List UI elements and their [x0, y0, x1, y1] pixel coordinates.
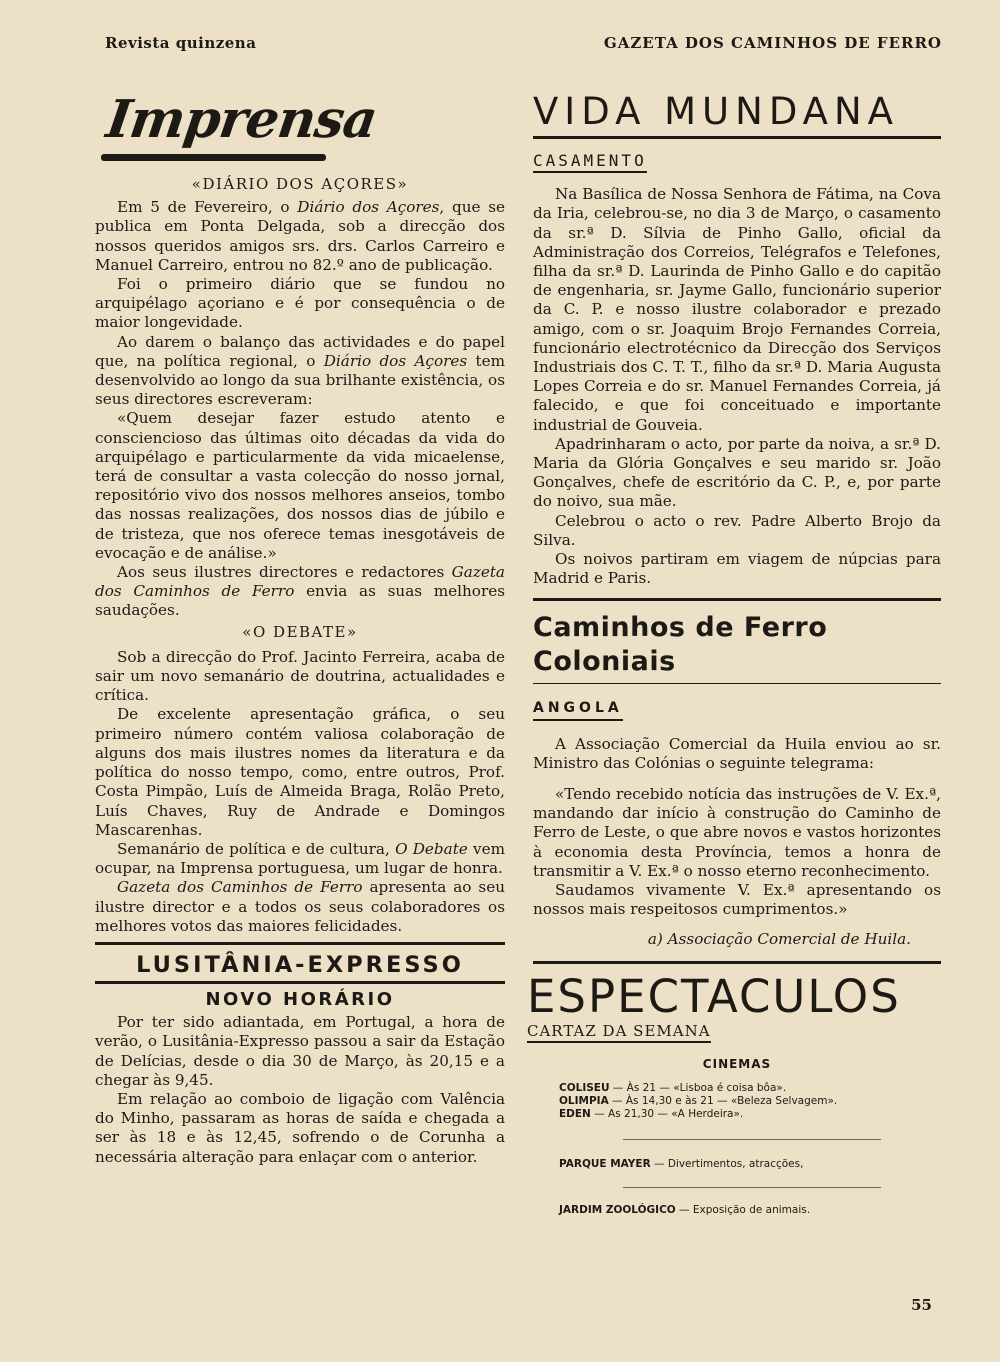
- header-right: GAZETA DOS CAMINHOS DE FERRO: [603, 34, 942, 52]
- imprensa-paragraph-6: Sob a direcção do Prof. Jacinto Ferreira, acaba de sair um novo semanário de doutrina, actualidades e crítica.: [95, 647, 505, 705]
- vida-paragraph-2: Apadrinharam o acto, por parte da noiva, a sr.ª D. Maria da Glória Gonçalves e seu marido sr. João Gonçalves, chefe de escritório da C. P., e, por parte do noivo, sua mãe.: [533, 434, 941, 511]
- cinemas-divider: [623, 1139, 881, 1140]
- cinema-listing: OLIMPIA — Às 14,30 e às 21 — «Beleza Selvagem».: [559, 1095, 838, 1108]
- lusitania-subtitle: NOVO HORÁRIO: [205, 988, 395, 1010]
- vida-mundana-rule: [533, 136, 941, 139]
- imprensa-paragraph-5: Aos seus ilustres directores e redactores Gazeta dos Caminhos de Ferro envia as suas melhores saudações.: [95, 563, 505, 620]
- coloniais-signature: a) Associação Comercial de Huila.: [647, 929, 911, 948]
- lusitania-paragraph-1: Por ter sido adiantada, em Portugal, a hora de verão, o Lusitânia-Expresso passou a sair da Estação de Delícias, desde o dia 30 de Março, às 20,15 e a chegar às 9,45.: [95, 1013, 505, 1089]
- lusitania-bottom-rule: [95, 981, 505, 984]
- vida-paragraph-4: Os noivos partiram em viagem de núpcias para Madrid e Paris.: [533, 550, 941, 588]
- coloniais-title-rule: [533, 683, 941, 684]
- imprensa-paragraph-7: De excelente apresentação gráfica, o seu primeiro número contém valiosa colaboração de alguns dos mais ilustres nomes da literatura e da política do nosso tempo, como, entre outros, Prof. Costa Pimpão, Luís de Almeida Braga, Rolão Preto, Luís Chaves, Ruy de Andrade e Domingos Mascarenhas.: [95, 705, 505, 839]
- imprensa-paragraph-8: Semanário de política e de cultura, O Debate vem ocupar, na Imprensa portuguesa, um lugar de honra.: [95, 839, 506, 878]
- page-number: 55: [911, 1296, 932, 1314]
- cartaz-heading: CARTAZ DA SEMANA: [527, 1022, 711, 1043]
- cinema-listing: EDEN — As 21,30 — «A Herdeira».: [559, 1108, 744, 1121]
- left-column: [95, 90, 505, 1167]
- vida-paragraph-3: Celebrou o acto o rev. Padre Alberto Brojo da Silva.: [533, 511, 941, 549]
- casamento-heading: CASAMENTO: [533, 151, 647, 173]
- lusitania-title: LUSITÂNIA-EXPRESSO: [136, 951, 464, 978]
- angola-heading: ANGOLA: [533, 699, 623, 720]
- parque-divider: [623, 1187, 881, 1188]
- cinemas-heading: CINEMAS: [702, 1056, 772, 1071]
- right-column: [527, 90, 941, 1217]
- coloniais-rule: [533, 598, 941, 601]
- lusitania-paragraph-2: Em relação ao comboio de ligação com Valência do Minho, passaram as horas de saída e chegada a ser às 18 e às 12,45, sofrendo o de Corunha a necessária alteração para enlaçar com o anterior.: [95, 1089, 505, 1166]
- imprensa-paragraph-1: Em 5 de Fevereiro, o Diário dos Açores, que se publica em Ponta Delgada, sob a direcção dos nossos queridos amigos srs. drs. Carlos Carreiro e Manuel Carreiro, entrou no 82.º ano de publicação.: [95, 198, 505, 274]
- header-left: Revista quinzena: [105, 34, 257, 52]
- coloniais-paragraph-1: A Associação Comercial da Huila enviou ao sr. Ministro das Colónias o seguinte telegrama:: [533, 734, 941, 772]
- imprensa-paragraph-9: Gazeta dos Caminhos de Ferro apresenta ao seu ilustre director e a todos os seus colaboradores os melhores votos das maiores felicidades.: [95, 878, 505, 935]
- espectaculos-title: ESPECTACULOS: [527, 969, 901, 1023]
- vida-mundana-title: VIDA MUNDANA: [533, 90, 899, 133]
- cinema-listing: COLISEU — Às 21 — «Lisboa é coisa bôa».: [559, 1082, 787, 1095]
- coloniais-paragraph-2: «Tendo recebido notícia das instruções de V. Ex.ª, mandando dar início à construção do Caminho de Ferro de Leste, o que abre novos e vastos horizontes à economia desta Província, temos a honra de transmitir a V. Ex.ª o nosso eterno reconhecimento.: [533, 785, 941, 880]
- imprensa-paragraph-4: «Quem desejar fazer estudo atento e consciencioso das últimas oito décadas da vida do arquipélago e particularmente da vida micaelense, terá de consultar a vasta colecção do nosso jornal, repositório vivo dos nossos melhores anseios, tombo das nossas realizações, dos nossos dias de júbilo e de tristeza, que nos oferece temas inesgotáveis de evocação e de análise.»: [95, 409, 505, 562]
- imprensa-paragraph-2: Foi o primeiro diário que se fundou no arquipélago açoriano e é por consequência o de maior longevidade.: [95, 275, 505, 332]
- diario-title: «DIÁRIO DOS AÇORES»: [191, 175, 409, 193]
- imprensa-paragraph-3: Ao darem o balanço das actividades e do papel que, na política regional, o Diário dos Açores tem desenvolvido ao longo da sua brilhante existência, os seus directores escreveram:: [95, 332, 505, 409]
- parque-mayer-listing: PARQUE MAYER — Divertimentos, atracções,: [559, 1158, 804, 1171]
- vida-paragraph-1: Na Basílica de Nossa Senhora de Fátima, na Cova da Iria, celebrou-se, no dia 3 de Março, o casamento da sr.ª D. Sílvia de Pinho Gallo, oficial da Administração dos Correios, Telégrafos e Telefones, filha da sr.ª D. Laurinda de Pinho Gallo e do capitão de engenharia, sr. Jayme Gallo, funcionário superior da C. P. e nosso ilustre colaborador e prezado amigo, com o sr. Joaquim Brojo Fernandes Correia, funcionário electrotécnico da Direcção dos Serviços Industriais dos C. T. T., filho da sr.ª D. Maria Augusta Lopes Correia e do sr. Manuel Fernandes Correia, já falecido, e que foi conceituado e importante industrial de Gouveia.: [533, 185, 941, 434]
- debate-title: «O DEBATE»: [242, 622, 358, 641]
- imprensa-title: Imprensa: [102, 89, 381, 150]
- jardim-zoologico-listing: JARDIM ZOOLÓGICO — Exposição de animais.: [559, 1204, 811, 1217]
- imprensa-bar: [101, 154, 326, 161]
- coloniais-paragraph-3: Saudamos vivamente V. Ex.ª apresentando os nossos mais respeitosos cumprimentos.»: [533, 881, 941, 919]
- coloniais-title: Caminhos de Ferro Coloniais: [533, 612, 828, 678]
- espectaculos-rule: [533, 961, 941, 964]
- lusitania-top-rule: [95, 942, 505, 945]
